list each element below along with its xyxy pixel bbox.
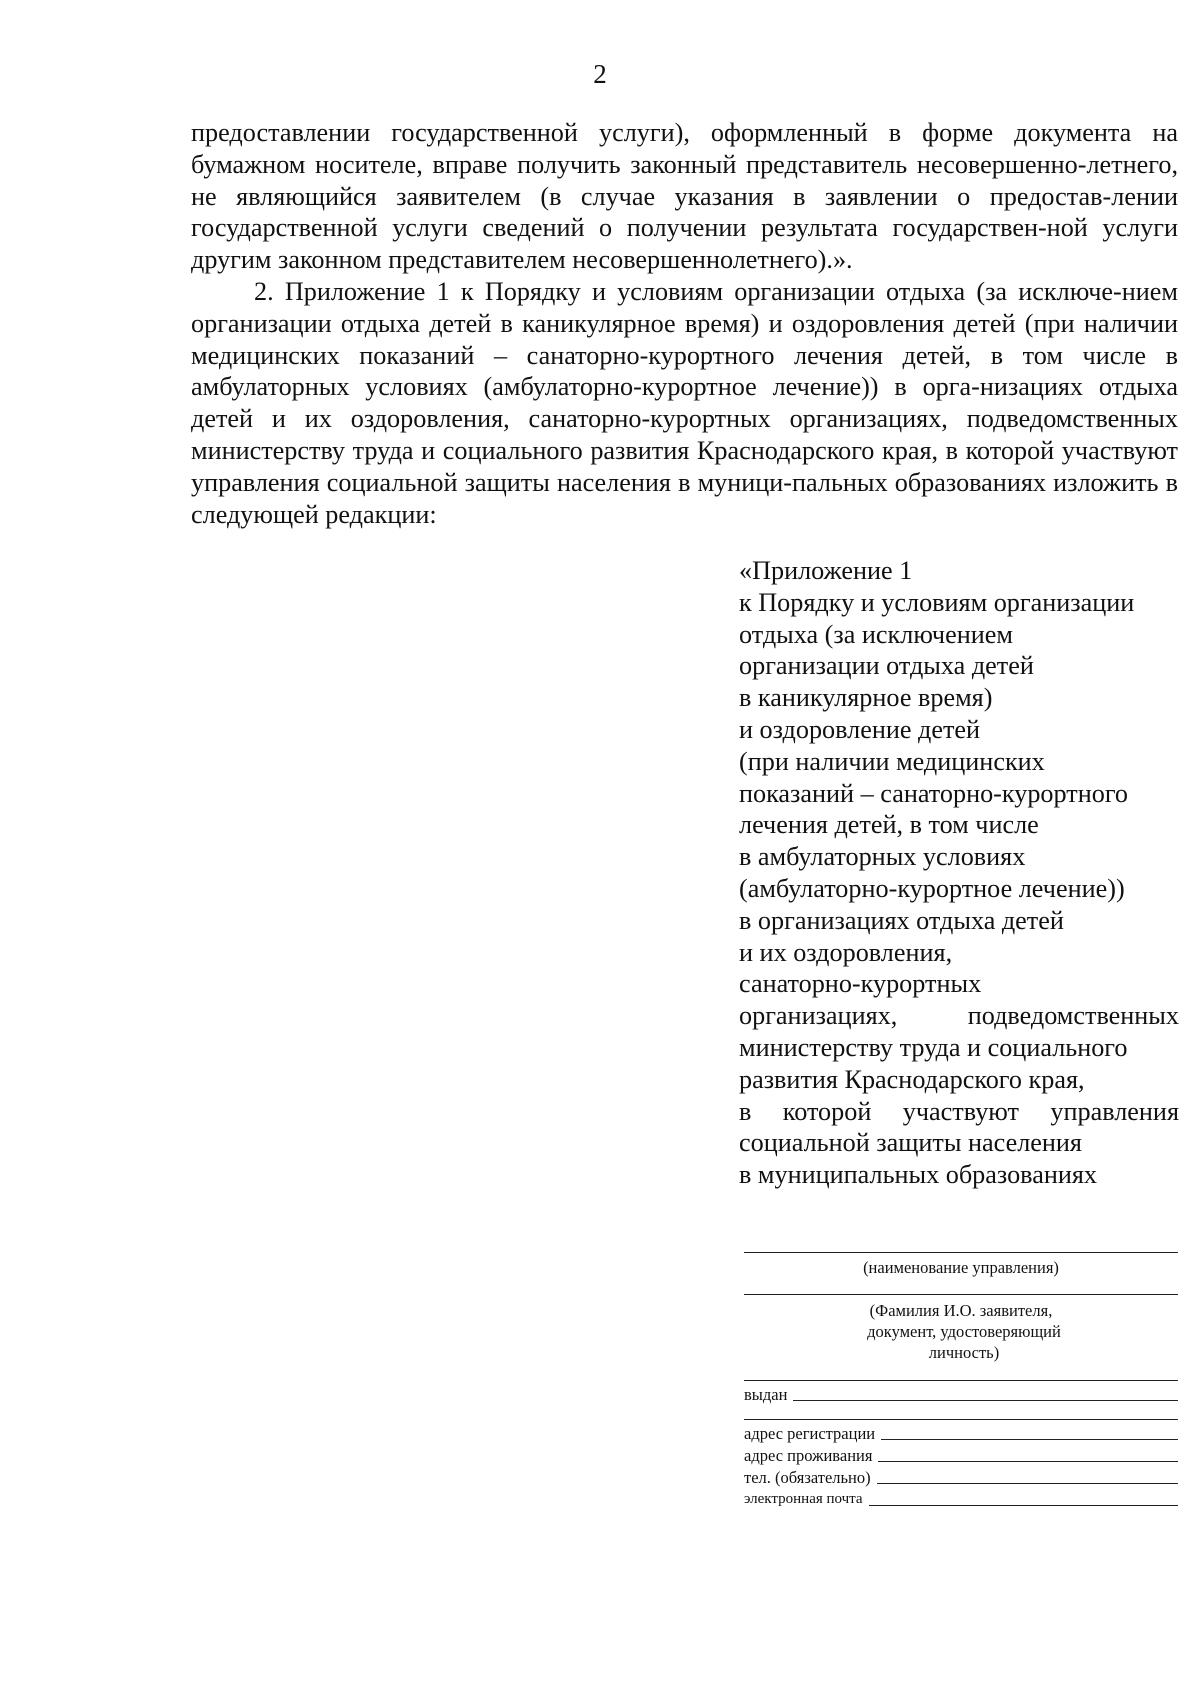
email-label: электронная почта <box>744 1491 863 1507</box>
appendix-line: показаний – санаторно-курортного <box>739 778 1129 808</box>
appendix-line: организации отдыха детей <box>739 651 1034 681</box>
email-row <box>744 1488 1178 1510</box>
issued-field <box>793 1400 1178 1401</box>
appendix-line: в амбулаторных условиях <box>739 842 1026 872</box>
residence-row <box>744 1444 1178 1466</box>
document-field-line <box>744 1380 1178 1381</box>
appendix-line: санаторно-курортных <box>739 969 982 999</box>
applicant-caption-line-3: личность) <box>928 1343 1000 1362</box>
registration-label: адрес регистрации <box>744 1424 876 1443</box>
department-caption: (наименование управления) <box>863 1258 1059 1277</box>
appendix-line: развития Краснодарского края, <box>739 1064 1085 1094</box>
registration-row <box>744 1422 1178 1444</box>
phone-row <box>744 1466 1178 1488</box>
body-text <box>191 117 1178 530</box>
issued-label: выдан <box>744 1385 788 1404</box>
appendix-line: министерству труда и социального <box>739 1032 1128 1062</box>
appendix-line: лечения детей, в том числе <box>739 810 1039 840</box>
residence-field <box>878 1461 1178 1462</box>
application-form-header <box>744 1252 1178 1510</box>
paragraph: предоставлении государственной услуги), оформленный в форме документа на бумажном носителе, вправе получить законный представитель несовершенно-летнего, не являющийся заявителем (в случае указания в заявлении о предостав-лении государственной услуги сведений о получении результата государствен-ной услуги другим законном представителем несовершеннолетнего).». <box>191 118 1178 275</box>
appendix-line: в которой участвуют управления <box>739 1096 1179 1126</box>
appendix-line: в организациях отдыха детей <box>739 905 1064 935</box>
applicant-caption-line-1: (Фамилия И.О. заявителя, <box>869 1301 1053 1320</box>
issued-row <box>744 1383 1178 1405</box>
extra-field-line <box>744 1419 1178 1420</box>
appendix-line: и оздоровление детей <box>739 714 981 744</box>
appendix-line: «Приложение 1 <box>739 556 913 585</box>
registration-field <box>881 1439 1178 1440</box>
phone-label: тел. (обязательно) <box>744 1468 871 1487</box>
phone-field <box>877 1483 1178 1484</box>
appendix-line: к Порядку и условиям организации <box>739 587 1135 617</box>
email-field <box>869 1505 1178 1506</box>
appendix-line: в муниципальных образованиях <box>739 1160 1097 1190</box>
appendix-line: и их оздоровления, <box>739 937 953 967</box>
applicant-field-line <box>744 1294 1178 1295</box>
department-field-line <box>744 1252 1178 1253</box>
appendix-line: отдыха (за исключением <box>739 619 1013 649</box>
page-number: 2 <box>593 59 607 89</box>
residence-label: адрес проживания <box>744 1446 873 1465</box>
appendix-line: в каникулярное время) <box>739 683 993 713</box>
appendix-line: организациях, подведомственных <box>739 1001 1179 1031</box>
paragraph: 2. Приложение 1 к Порядку и условиям организации отдыха (за исключе-нием организации отдыха детей в каникулярное время) и оздоровления детей (при наличии медицинских показаний – санаторно-курортного лечения детей, в том числе в амбулаторных условиях (амбулаторно-курортное лечение)) в орга-низациях отдыха детей и их оздоровления, санаторно-курортных организациях, подведомственных министерству труда и социального развития Краснодарского края, в которой участвуют управления социальной защиты населения в муници-пальных образованиях изложить в следующей редакции: <box>191 276 1178 529</box>
applicant-caption-line-2: документ, удостоверяющий <box>867 1322 1061 1341</box>
appendix-line: социальной защиты населения <box>739 1128 1082 1158</box>
appendix-line: (амбулаторно-курортное лечение)) <box>739 873 1125 903</box>
appendix-line: (при наличии медицинских <box>739 746 1045 776</box>
appendix-heading <box>739 555 1179 1191</box>
